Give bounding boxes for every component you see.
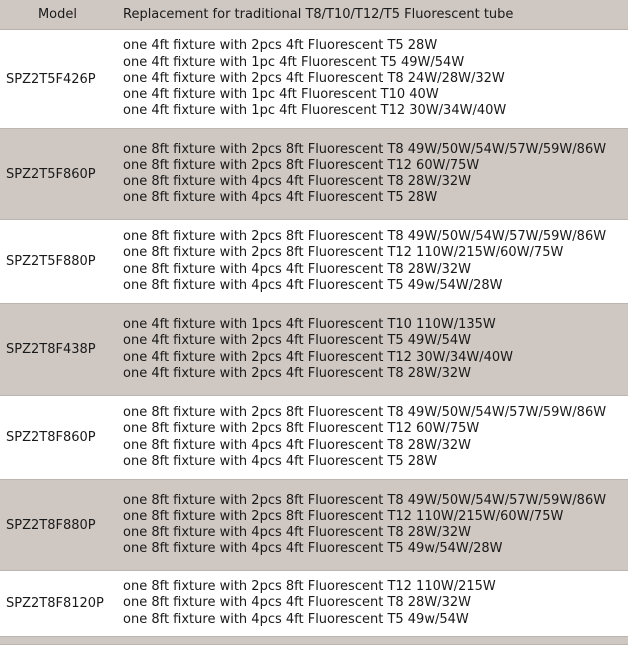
model-cell: SPZ2T5F880P xyxy=(6,254,96,269)
replacement-line: one 4ft fixture with 2pcs 4ft Fluorescent T8 28W/32W xyxy=(123,365,471,381)
replacement-line: one 8ft fixture with 2pcs 8ft Fluorescent T12 60W/75W xyxy=(123,157,480,173)
table-row xyxy=(0,30,628,129)
table-header xyxy=(0,0,628,30)
replacement-line: one 4ft fixture with 1pcs 4ft Fluorescent T10 110W/135W xyxy=(123,317,496,333)
replacement-line: one 8ft fixture with 4pcs 4ft Fluorescent T8 28W/32W xyxy=(123,595,471,611)
replacement-line: one 8ft fixture with 4pcs 4ft Fluorescent T5 28W xyxy=(123,453,438,469)
replacement-line: one 8ft fixture with 4pcs 4ft Fluorescent T8 28W/32W xyxy=(123,261,471,277)
replacement-cell xyxy=(115,396,628,480)
model-cell: SPZ2T8F438P xyxy=(6,342,96,357)
replacement-line: one 8ft fixture with 2pcs 8ft Fluorescent T12 110W/215W/60W/75W xyxy=(123,508,564,524)
model-cell: SPZ2T8F8120P xyxy=(6,596,104,611)
replacement-cell xyxy=(115,129,628,220)
replacement-line: one 8ft fixture with 4pcs 4ft Fluorescent T8 28W/32W xyxy=(123,174,471,189)
model-cell: SPZ2T8F860P xyxy=(6,430,96,445)
model-cell: SPZ2T5F860P xyxy=(6,166,96,182)
table-row xyxy=(0,304,628,396)
replacement-cell xyxy=(115,571,628,637)
replacement-line: one 8ft fixture with 4pcs 4ft Fluorescent T8 28W/32W xyxy=(123,437,471,453)
replacement-line: one 4ft fixture with 2pcs 4ft Fluorescent T5 49W/54W xyxy=(123,333,471,349)
replacement-line: one 4ft fixture with 2pcs 4ft Fluorescent T8 24W/28W/32W xyxy=(123,70,505,86)
header-row xyxy=(0,0,628,30)
replacement-line: one 8ft fixture with 2pcs 8ft Fluorescent T8 49W/50W/54W/57W/59W/86W xyxy=(123,229,607,245)
model-cell: SPZ2T8F880P xyxy=(6,517,96,533)
replacement-line: one 8ft fixture with 4pcs 4ft Fluorescent T8 28W/32W xyxy=(123,525,471,540)
replacement-line: one 8ft fixture with 2pcs 8ft Fluorescent T8 49W/50W/54W/57W/59W/86W xyxy=(123,492,607,508)
table-row xyxy=(0,480,628,571)
replacement-cell xyxy=(115,30,628,129)
replacement-line: one 8ft fixture with 4pcs 4ft Fluorescent T5 49w/54W/28W xyxy=(123,277,503,293)
replacement-cell xyxy=(115,480,628,571)
header-replacement: Replacement for traditional T8/T10/T12/T5 Fluorescent tube xyxy=(115,0,628,30)
replacement-line: one 4ft fixture with 2pcs 4ft Fluorescent T12 30W/34W/40W xyxy=(123,349,514,365)
table-row xyxy=(0,220,628,304)
replacement-line: one 8ft fixture with 4pcs 4ft Fluorescent T5 49w/54W xyxy=(123,611,469,627)
replacement-line: one 8ft fixture with 2pcs 8ft Fluorescent T8 49W/50W/54W/57W/59W/86W xyxy=(123,405,607,421)
replacement-line: one 8ft fixture with 2pcs 8ft Fluorescent T8 49W/50W/54W/57W/59W/86W xyxy=(123,141,607,157)
replacement-line: one 4ft fixture with 1pc 4ft Fluorescent T5 49W/54W xyxy=(123,54,465,70)
model-cell: SPZ2T5F426P xyxy=(6,71,96,87)
replacement-cell xyxy=(115,220,628,304)
replacement-line: one 8ft fixture with 2pcs 8ft Fluorescent T12 110W/215W xyxy=(123,579,496,595)
replacement-cell xyxy=(115,304,628,396)
replacement-line: one 4ft fixture with 1pc 4ft Fluorescent T10 40W xyxy=(123,87,439,103)
replacement-line: one 4ft fixture with 1pc 4ft Fluorescent T12 30W/34W/40W xyxy=(123,103,507,119)
table-row xyxy=(0,396,628,480)
replacement-line: one 8ft fixture with 2pcs 8ft Fluorescent T12 110W/215W/60W/75W xyxy=(123,245,564,261)
replacement-line: one 4ft fixture with 2pcs 4ft Fluorescent T5 28W xyxy=(123,38,438,54)
table-body xyxy=(0,30,628,645)
replacement-line: one 8ft fixture with 4pcs 4ft Fluorescent T5 49w/54W/28W xyxy=(123,541,503,557)
header-model: Model xyxy=(0,0,115,30)
table-row xyxy=(0,571,628,637)
replacement-line: one 8ft fixture with 4pcs 4ft Fluorescent T5 28W xyxy=(123,190,438,206)
table-row xyxy=(0,129,628,220)
replacement-line: one 8ft fixture with 2pcs 8ft Fluorescent T12 60W/75W xyxy=(123,421,480,437)
